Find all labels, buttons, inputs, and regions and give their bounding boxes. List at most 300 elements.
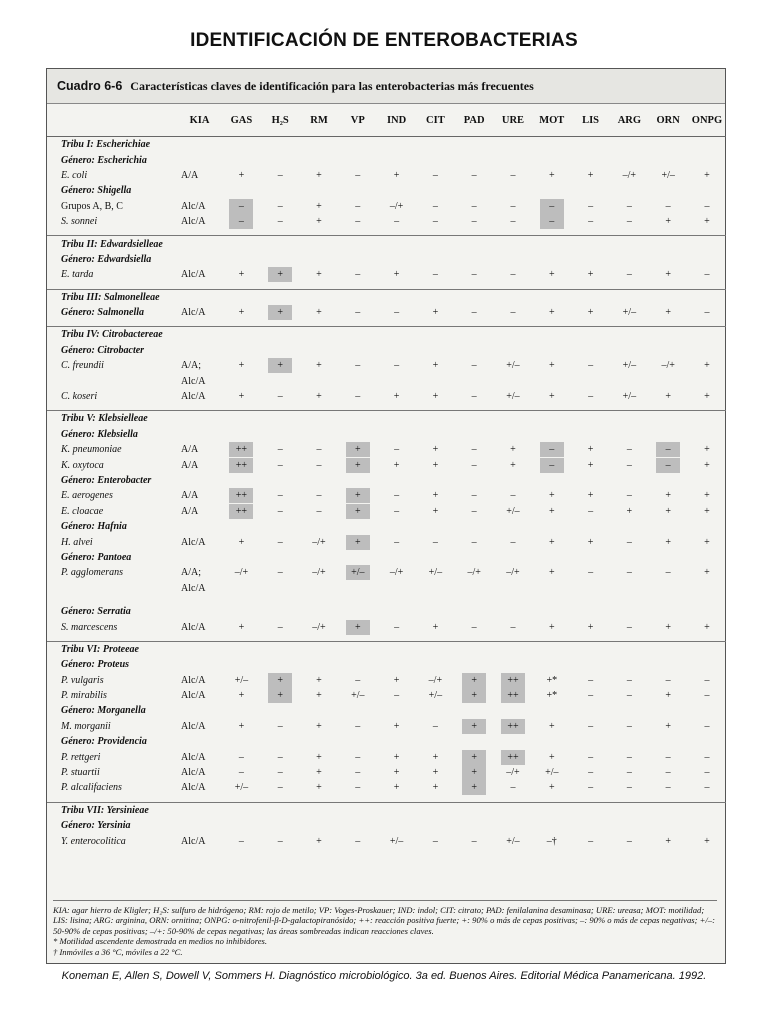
cell-lis: + — [587, 269, 594, 281]
cell-vp — [338, 619, 377, 634]
cell-onpg: + — [704, 835, 710, 847]
column-header-hs: H₂S — [261, 104, 300, 137]
cell-onpg: – — [704, 200, 710, 212]
cell-lis: + — [587, 490, 594, 502]
table-caption — [47, 69, 725, 104]
column-header-vp: VP — [338, 104, 377, 137]
cell-ind: + — [393, 391, 400, 403]
cell-lis: – — [588, 690, 594, 702]
genus-row — [47, 152, 726, 167]
cell-hs — [261, 358, 300, 373]
table-header-row — [47, 104, 726, 137]
empty-cells — [177, 137, 726, 153]
column-header-kia: KIA — [177, 104, 222, 137]
cell-rm: + — [316, 269, 322, 281]
cell-orn: – — [665, 767, 671, 779]
tribe-row — [47, 641, 726, 657]
species-name: P. mirabilis — [61, 690, 107, 702]
cell-ure: + — [510, 459, 516, 471]
cell-kia: Alc/A — [181, 621, 206, 633]
cell-gas — [222, 442, 261, 457]
cell-lis: – — [588, 200, 594, 212]
cell-rm: + — [316, 307, 322, 319]
cell-vp — [338, 373, 377, 388]
cell-rm — [300, 581, 339, 596]
cell-arg: – — [626, 690, 632, 702]
cell-mot — [532, 214, 571, 229]
cell-mot: + — [548, 751, 555, 763]
cell-lis: – — [588, 835, 594, 847]
table-row — [47, 833, 726, 848]
genus-row — [47, 818, 726, 833]
cell-kia: Alc/A — [181, 720, 206, 732]
cell-gas: – — [238, 835, 244, 847]
genus-label: Género: Yersinia — [61, 820, 131, 832]
shaded-key-reaction: ++ — [229, 442, 253, 457]
cell-gas: + — [238, 621, 245, 633]
cell-pad: – — [471, 216, 477, 228]
table-row — [47, 267, 726, 282]
cell-cit: + — [432, 767, 439, 779]
cell-pad: – — [471, 200, 477, 212]
cell-rm: + — [316, 169, 322, 181]
cell-ind: – — [394, 360, 400, 372]
cell-lis: – — [588, 782, 594, 794]
cell-ind: – — [394, 216, 400, 228]
cell-arg: – — [626, 216, 632, 228]
genus-row — [47, 550, 726, 565]
empty-cells — [177, 818, 726, 833]
cell-ind: – — [394, 690, 400, 702]
cell-rm: – — [316, 505, 322, 517]
cell-pad — [455, 673, 494, 688]
shaded-key-reaction: + — [268, 305, 292, 320]
cell-gas — [222, 373, 261, 388]
species-name: Y. enterocolitica — [61, 835, 126, 847]
cell-cit: – — [432, 169, 438, 181]
cell-mot — [532, 373, 571, 388]
shaded-key-reaction: – — [656, 442, 680, 457]
cell-ind: – — [394, 307, 400, 319]
genus-row — [47, 703, 726, 718]
genus-row — [47, 305, 726, 320]
cell-kia: Alc/A — [181, 690, 206, 702]
cell-pad: – — [471, 459, 477, 471]
footnote-motility: * Motilidad ascendente demostrada en medios no inhibidores. — [53, 936, 268, 946]
cell-kia: A/A — [181, 490, 199, 502]
cell-ure — [494, 673, 533, 688]
cell-gas: +/– — [234, 674, 249, 686]
row-gap — [47, 596, 726, 604]
genus-label: Género: Providencia — [61, 736, 147, 748]
empty-cells — [177, 152, 726, 167]
cell-mot: + — [548, 621, 555, 633]
genus-label: Género: Edwardsiella — [61, 253, 152, 265]
genus-label: Género: Proteus — [61, 659, 130, 671]
cell-ure: –/+ — [506, 567, 520, 579]
cell-onpg: + — [704, 360, 710, 372]
cell-orn — [649, 442, 688, 457]
cell-arg: – — [626, 751, 632, 763]
genus-label: Género: Serratia — [61, 606, 131, 618]
empty-cells — [177, 802, 726, 818]
cell-gas: + — [238, 391, 245, 403]
genus-row — [47, 519, 726, 534]
cell-gas: – — [238, 767, 244, 779]
cell-kia: Alc/A — [181, 200, 206, 212]
cell-arg: – — [626, 490, 632, 502]
cell-hs: – — [277, 720, 283, 732]
cell-gas — [222, 199, 261, 214]
cell-ure: +/– — [506, 835, 520, 847]
cell-rm: – — [316, 444, 322, 456]
caption-number: Cuadro 6-6 — [57, 79, 123, 93]
cell-hs: – — [277, 782, 283, 794]
cell-mot: + — [548, 490, 555, 502]
cell-kia: Alc/A — [181, 782, 206, 794]
cell-cit: + — [432, 490, 439, 502]
shaded-key-reaction: – — [229, 214, 253, 229]
cell-hs: – — [277, 391, 283, 403]
citation: Koneman E, Allen S, Dowell V, Sommers H. Diagnóstico microbiológico. 3a ed. Buenos Aires. Editorial Médica Panamericana. 1992. — [61, 970, 707, 982]
cell-pad: – — [471, 536, 477, 548]
empty-cells — [177, 236, 726, 252]
cell-cit: + — [432, 782, 439, 794]
cell-orn: + — [665, 720, 671, 732]
cell-arg: – — [626, 767, 632, 779]
cell-mot: +/– — [545, 767, 559, 779]
cell-ind: + — [393, 674, 400, 686]
cell-cit: + — [432, 391, 439, 403]
cell-pad: – — [471, 269, 477, 281]
cell-orn: – — [665, 751, 671, 763]
cell-arg: – — [626, 621, 632, 633]
cell-orn: – — [665, 782, 671, 794]
cell-pad: – — [471, 169, 477, 181]
cell-hs: – — [277, 216, 283, 228]
species-name: E. aerogenes — [61, 490, 113, 502]
cell-rm: + — [316, 782, 322, 794]
cell-mot: –† — [546, 835, 557, 847]
cell-rm: + — [316, 216, 322, 228]
cell-cit: – — [432, 835, 438, 847]
cell-onpg: + — [704, 567, 710, 579]
cell-arg: +/– — [622, 391, 637, 403]
table-row — [47, 534, 726, 549]
cell-vp: – — [355, 360, 361, 372]
cell-gas: +/– — [234, 782, 249, 794]
cell-ind: + — [393, 767, 400, 779]
cell-pad: – — [471, 360, 477, 372]
cell-vp: – — [355, 767, 361, 779]
shaded-key-reaction: + — [268, 267, 292, 282]
species-name — [47, 373, 177, 388]
species-name: E. cloacae — [61, 505, 104, 517]
footnotes — [53, 900, 717, 958]
cell-kia: A/A — [181, 444, 199, 456]
cell-cit: – — [432, 269, 438, 281]
empty-cells — [177, 252, 726, 267]
table-row — [47, 168, 726, 183]
shaded-key-reaction: – — [229, 199, 253, 214]
shaded-key-reaction: + — [346, 442, 370, 457]
table-row — [47, 214, 726, 229]
cell-gas: + — [238, 307, 245, 319]
species-name: P. rettgeri — [61, 751, 101, 763]
cell-lis: + — [587, 307, 594, 319]
cell-pad — [455, 688, 494, 703]
cell-gas — [222, 504, 261, 519]
column-header-arg: ARG — [610, 104, 649, 137]
column-header-mot: MOT — [532, 104, 571, 137]
cell-ure: – — [510, 216, 516, 228]
cell-mot: + — [548, 567, 555, 579]
cell-arg: – — [626, 536, 632, 548]
shaded-key-reaction: + — [462, 780, 486, 795]
species-name: Grupos A, B, C — [61, 200, 123, 212]
cell-lis: + — [587, 536, 594, 548]
cell-arg: – — [626, 444, 632, 456]
cell-gas: + — [238, 269, 245, 281]
cell-gas: –/+ — [234, 567, 249, 579]
species-name: E. tarda — [61, 269, 94, 281]
cell-orn: + — [665, 690, 671, 702]
cell-orn: + — [665, 505, 671, 517]
cell-onpg: – — [704, 307, 710, 319]
cell-hs: – — [277, 835, 283, 847]
empty-cells — [177, 427, 726, 442]
cell-ind: + — [393, 720, 400, 732]
cell-gas — [222, 214, 261, 229]
cell-ure: – — [510, 782, 516, 794]
cell-ure: – — [510, 307, 516, 319]
cell-hs: – — [277, 767, 283, 779]
cell-kia: Alc/A — [181, 307, 206, 319]
cell-orn: – — [665, 674, 671, 686]
empty-cells — [177, 183, 726, 198]
cell-arg — [610, 581, 649, 596]
cell-ure: – — [510, 169, 516, 181]
cell-pad — [455, 581, 494, 596]
cell-vp: – — [355, 169, 361, 181]
shaded-key-reaction: +/– — [346, 565, 370, 580]
shaded-key-reaction: – — [540, 458, 564, 473]
genus-label: Género: Escherichia — [61, 154, 147, 166]
shaded-key-reaction: + — [346, 488, 370, 503]
cell-rm — [300, 373, 339, 388]
empty-cells — [177, 519, 726, 534]
cell-lis: + — [587, 444, 594, 456]
species-name: E. coli — [61, 169, 88, 181]
cell-vp: – — [355, 391, 361, 403]
cell-lis: – — [588, 391, 594, 403]
cell-mot — [532, 199, 571, 214]
cell-gas: + — [238, 360, 245, 372]
cell-mot: + — [548, 505, 555, 517]
tribe-label: Tribu VII: Yersinieae — [61, 804, 149, 816]
cell-gas: + — [238, 536, 245, 548]
tribe-label: Tribu VI: Proteeae — [61, 643, 139, 655]
cell-mot: + — [548, 720, 555, 732]
cell-ure — [494, 749, 533, 764]
cell-arg: +/– — [622, 360, 637, 372]
cell-orn: + — [665, 307, 671, 319]
cell-onpg: + — [704, 621, 710, 633]
table-row — [47, 749, 726, 764]
cell-hs: – — [277, 169, 283, 181]
cell-orn: + — [665, 490, 671, 502]
genus-label: Género: Citrobacter — [61, 344, 145, 356]
species-name: K. oxytoca — [61, 459, 104, 471]
cell-gas — [222, 457, 261, 472]
cell-rm: + — [316, 751, 322, 763]
genus-label: Género: Hafnia — [61, 521, 127, 533]
tribe-label: Tribu II: Edwardsielleae — [61, 238, 163, 250]
shaded-key-reaction: + — [462, 719, 486, 734]
cell-pad — [455, 780, 494, 795]
cell-rm: + — [316, 720, 322, 732]
tribe-label: Tribu V: Klebsielleae — [61, 413, 148, 425]
cell-onpg — [688, 373, 727, 388]
cell-lis: + — [587, 621, 594, 633]
column-header-rm: RM — [300, 104, 339, 137]
cell-rm: + — [316, 674, 322, 686]
cell-rm: – — [316, 490, 322, 502]
cell-cit: + — [432, 444, 439, 456]
shaded-key-reaction: + — [462, 765, 486, 780]
cell-ure — [494, 719, 533, 734]
table-row — [47, 358, 726, 373]
table-row — [47, 565, 726, 580]
cell-onpg: – — [704, 674, 710, 686]
cell-kia: Alc/A — [181, 767, 206, 779]
cell-rm: – — [316, 459, 322, 471]
cell-orn: + — [665, 391, 671, 403]
species-name — [47, 581, 177, 596]
cell-lis: – — [588, 767, 594, 779]
cell-orn: – — [665, 200, 671, 212]
cell-lis: – — [588, 720, 594, 732]
cell-orn: + — [665, 835, 671, 847]
cell-pad: – — [471, 307, 477, 319]
cell-ure: – — [510, 490, 516, 502]
cell-vp — [338, 488, 377, 503]
cell-kia: Alc/A — [181, 536, 206, 548]
cell-orn: – — [665, 567, 671, 579]
shaded-key-reaction: ++ — [229, 488, 253, 503]
species-name: P. alcalifaciens — [61, 782, 122, 794]
cell-rm: –/+ — [312, 567, 326, 579]
cell-cit: + — [432, 360, 439, 372]
species-name: C. freundii — [61, 360, 104, 372]
cell-ure: +/– — [506, 391, 520, 403]
cell-kia: Alc/A — [181, 375, 206, 387]
cell-vp — [338, 442, 377, 457]
cell-ind: + — [393, 751, 400, 763]
cell-kia: Alc/A — [181, 835, 206, 847]
cell-gas: + — [238, 169, 245, 181]
cell-vp: +/– — [351, 690, 365, 702]
column-header-cit: CIT — [416, 104, 455, 137]
cell-vp: – — [355, 307, 361, 319]
cell-vp: – — [355, 835, 361, 847]
species-name: S. sonnei — [61, 216, 98, 228]
cell-vp: – — [355, 269, 361, 281]
cell-ind: – — [394, 505, 400, 517]
shaded-key-reaction: ++ — [501, 750, 525, 765]
column-header-ure: URE — [494, 104, 533, 137]
cell-ure: +/– — [506, 505, 520, 517]
cell-orn — [649, 373, 688, 388]
cell-orn: + — [665, 269, 671, 281]
caption-text: Características claves de identificación para las enterobacterias más frecuentes — [130, 78, 534, 93]
cell-pad: – — [471, 835, 477, 847]
column-header-orn: ORN — [649, 104, 688, 137]
cell-kia: A/A — [181, 169, 199, 181]
cell-rm: + — [316, 391, 322, 403]
genus-row — [47, 473, 726, 488]
genus-label: Género: Shigella — [61, 185, 132, 197]
shaded-key-reaction: + — [462, 688, 486, 703]
cell-ure — [494, 581, 533, 596]
header-blank — [47, 104, 177, 137]
species-name: C. koseri — [61, 391, 98, 403]
empty-cells — [177, 343, 726, 358]
cell-gas: + — [238, 720, 245, 732]
species-name: P. agglomerans — [61, 567, 124, 579]
cell-gas: + — [238, 690, 245, 702]
cell-mot — [532, 457, 571, 472]
cell-kia: Alc/A — [181, 674, 206, 686]
genus-label: Género: Enterobacter — [61, 475, 152, 486]
genus-row — [47, 343, 726, 358]
cell-kia: A/A; — [181, 567, 201, 579]
cell-ind — [377, 373, 416, 388]
cell-mot — [532, 581, 571, 596]
tribe-row — [47, 802, 726, 818]
cell-ure: + — [510, 444, 516, 456]
cell-kia: A/A — [181, 505, 199, 517]
cell-hs — [261, 581, 300, 596]
cell-pad — [455, 765, 494, 780]
cell-lis: – — [588, 360, 594, 372]
cell-gas — [222, 581, 261, 596]
table-row — [47, 373, 726, 388]
cell-ure — [494, 373, 533, 388]
cell-cit: – — [432, 536, 438, 548]
tribe-label: Tribu IV: Citrobactereae — [61, 329, 163, 341]
cell-vp — [338, 534, 377, 549]
tribe-label: Tribu III: Salmonelleae — [61, 291, 160, 303]
cell-arg: + — [626, 505, 633, 517]
shaded-key-reaction: + — [346, 620, 370, 635]
cell-arg: – — [626, 835, 632, 847]
species-name: S. marcescens — [61, 621, 118, 633]
shaded-key-reaction: + — [268, 688, 292, 703]
cell-onpg: – — [704, 782, 710, 794]
cell-cit: – — [432, 216, 438, 228]
shaded-key-reaction: + — [268, 673, 292, 688]
cell-mot: +* — [546, 674, 558, 686]
shaded-key-reaction: – — [540, 214, 564, 229]
shaded-key-reaction: – — [656, 458, 680, 473]
cell-hs: – — [277, 459, 283, 471]
cell-onpg: + — [704, 391, 710, 403]
cell-onpg: – — [704, 690, 710, 702]
cell-pad: –/+ — [467, 567, 481, 579]
shaded-key-reaction: + — [346, 504, 370, 519]
genus-row — [47, 734, 726, 749]
